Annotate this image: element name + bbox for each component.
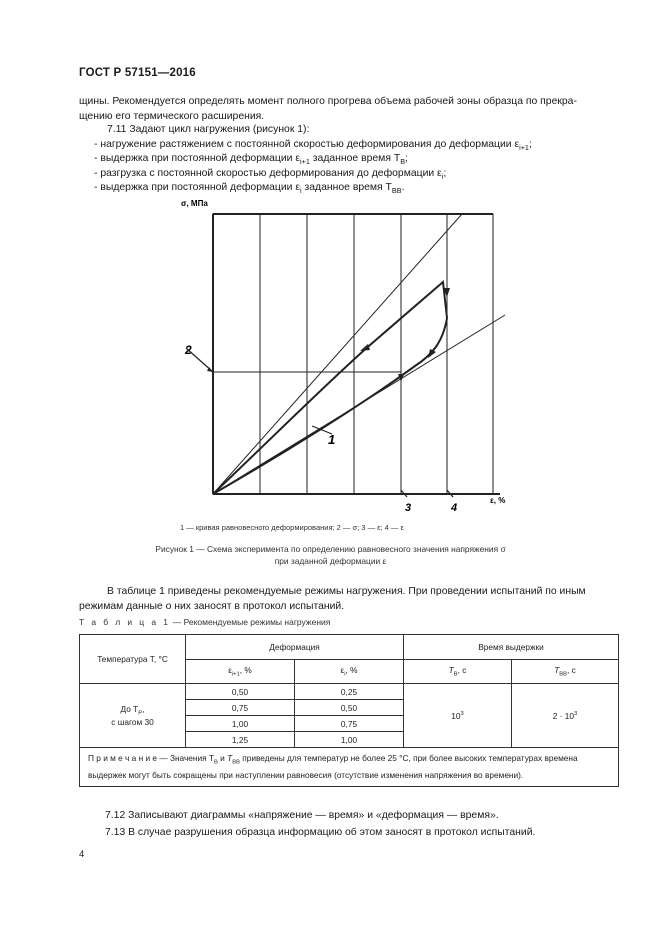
col-header-deformation: Деформация	[186, 635, 404, 660]
loading-modes-table	[79, 634, 619, 787]
callout-2: 2	[185, 343, 192, 357]
step-item: - разгрузка с постоянной скоростью деформирования до деформации $\varepsilon_i$;	[94, 167, 447, 181]
table-row	[80, 684, 619, 700]
loading-loop	[213, 282, 447, 494]
subheader-tvv: $T_{ВВ}$, с	[512, 660, 619, 684]
grid	[213, 214, 493, 494]
step-item: - нагружение растяжением с постоянной скоростью деформирования до деформации $\varepsilon_{i+1}$;	[94, 138, 532, 152]
table-caption: Т а б л и ц а 1 — Рекомендуемые режимы нагружения	[79, 617, 331, 627]
subheader-eps-i1: $\varepsilon_{i+1}$, %	[186, 660, 295, 684]
elastic-line	[213, 214, 462, 494]
subheader-eps-i: $\varepsilon_i$, %	[295, 660, 404, 684]
caption-line: при заданной деформации ε	[274, 556, 387, 566]
paragraph-line: щению его термического расширения.	[79, 110, 265, 122]
step-item: - выдержка при постоянной деформации $\varepsilon_{i+1}$ заданное время $T_В$;	[94, 153, 408, 167]
table-note: П р и м е ч а н и е — Значения $T_В$ и $T_{ВВ}$ приведены для температур не более 25 °C, при более высоких температурах времена выдержек могут быть сокращены при наступлении равновесия (отсутствие изменения напряжения во времени).	[80, 748, 619, 787]
figure-diagram	[0, 190, 661, 520]
paragraph-line: щины. Рекомендуется определять момент полного прогрева объема рабочей зоны образца по прекра-	[79, 96, 577, 107]
section-7-11	[94, 123, 624, 196]
paragraph-table-intro: В таблице 1 приведены рекомендуемые режимы нагружения. При проведении испытаний по иным режимам данные о них заносят в протокол испытаний.	[79, 586, 586, 612]
cell-eps-i: 1,00	[295, 732, 404, 748]
sections-7-12-7-13	[105, 807, 535, 841]
subheader-tv: $T_В$, с	[404, 660, 512, 684]
callout-1: 1	[328, 432, 336, 447]
cell-eps-i1: 1,25	[186, 732, 295, 748]
section-title: 7.11 Задают цикл нагружения (рисунок 1):	[107, 124, 310, 135]
y-axis-label: σ, МПа	[181, 199, 208, 208]
cell-eps-i: 0,25	[295, 684, 404, 700]
arrow-unload	[428, 349, 436, 358]
cell-eps-i1: 0,75	[186, 700, 295, 716]
x-axis-label: ε, %	[490, 496, 506, 505]
page-number: 4	[79, 849, 85, 860]
document-header: ГОСТ Р 57151—2016	[79, 67, 196, 79]
temp-cell: До $T_Р$, с шагом 30	[80, 684, 186, 748]
cell-tv: $10^3$	[404, 684, 512, 748]
paragraph-intro	[79, 95, 619, 124]
callout-3: 3	[405, 502, 412, 514]
figure-caption	[0, 543, 661, 567]
cell-tvv: $2 \cdot 10^3$	[512, 684, 619, 748]
section-7-13: 7.13 В случае разрушения образца информацию об этом заносят в протокол испытаний.	[105, 827, 536, 838]
col-header-hold: Время выдержки	[404, 635, 619, 660]
cell-eps-i: 0,75	[295, 716, 404, 732]
plot-frame	[213, 214, 493, 494]
cell-eps-i1: 0,50	[186, 684, 295, 700]
callout-4: 4	[451, 502, 458, 514]
col-header-temp: Температура T, °C	[80, 635, 186, 684]
cell-eps-i: 0,50	[295, 700, 404, 716]
section-7-12: 7.12 Записывают диаграммы «напряжение — время» и «деформация — время».	[105, 810, 499, 821]
caption-line: Рисунок 1 — Схема эксперимента по определению равновесного значения напряжения σ	[155, 544, 506, 554]
figure-legend: 1 — кривая равновесного деформирования; 2 — σ; 3 — ε; 4 — ε	[180, 523, 404, 532]
step-item: - выдержка при постоянной деформации $\varepsilon_i$ заданное время $T_{ВВ}$.	[94, 182, 405, 196]
cell-eps-i1: 1,00	[186, 716, 295, 732]
